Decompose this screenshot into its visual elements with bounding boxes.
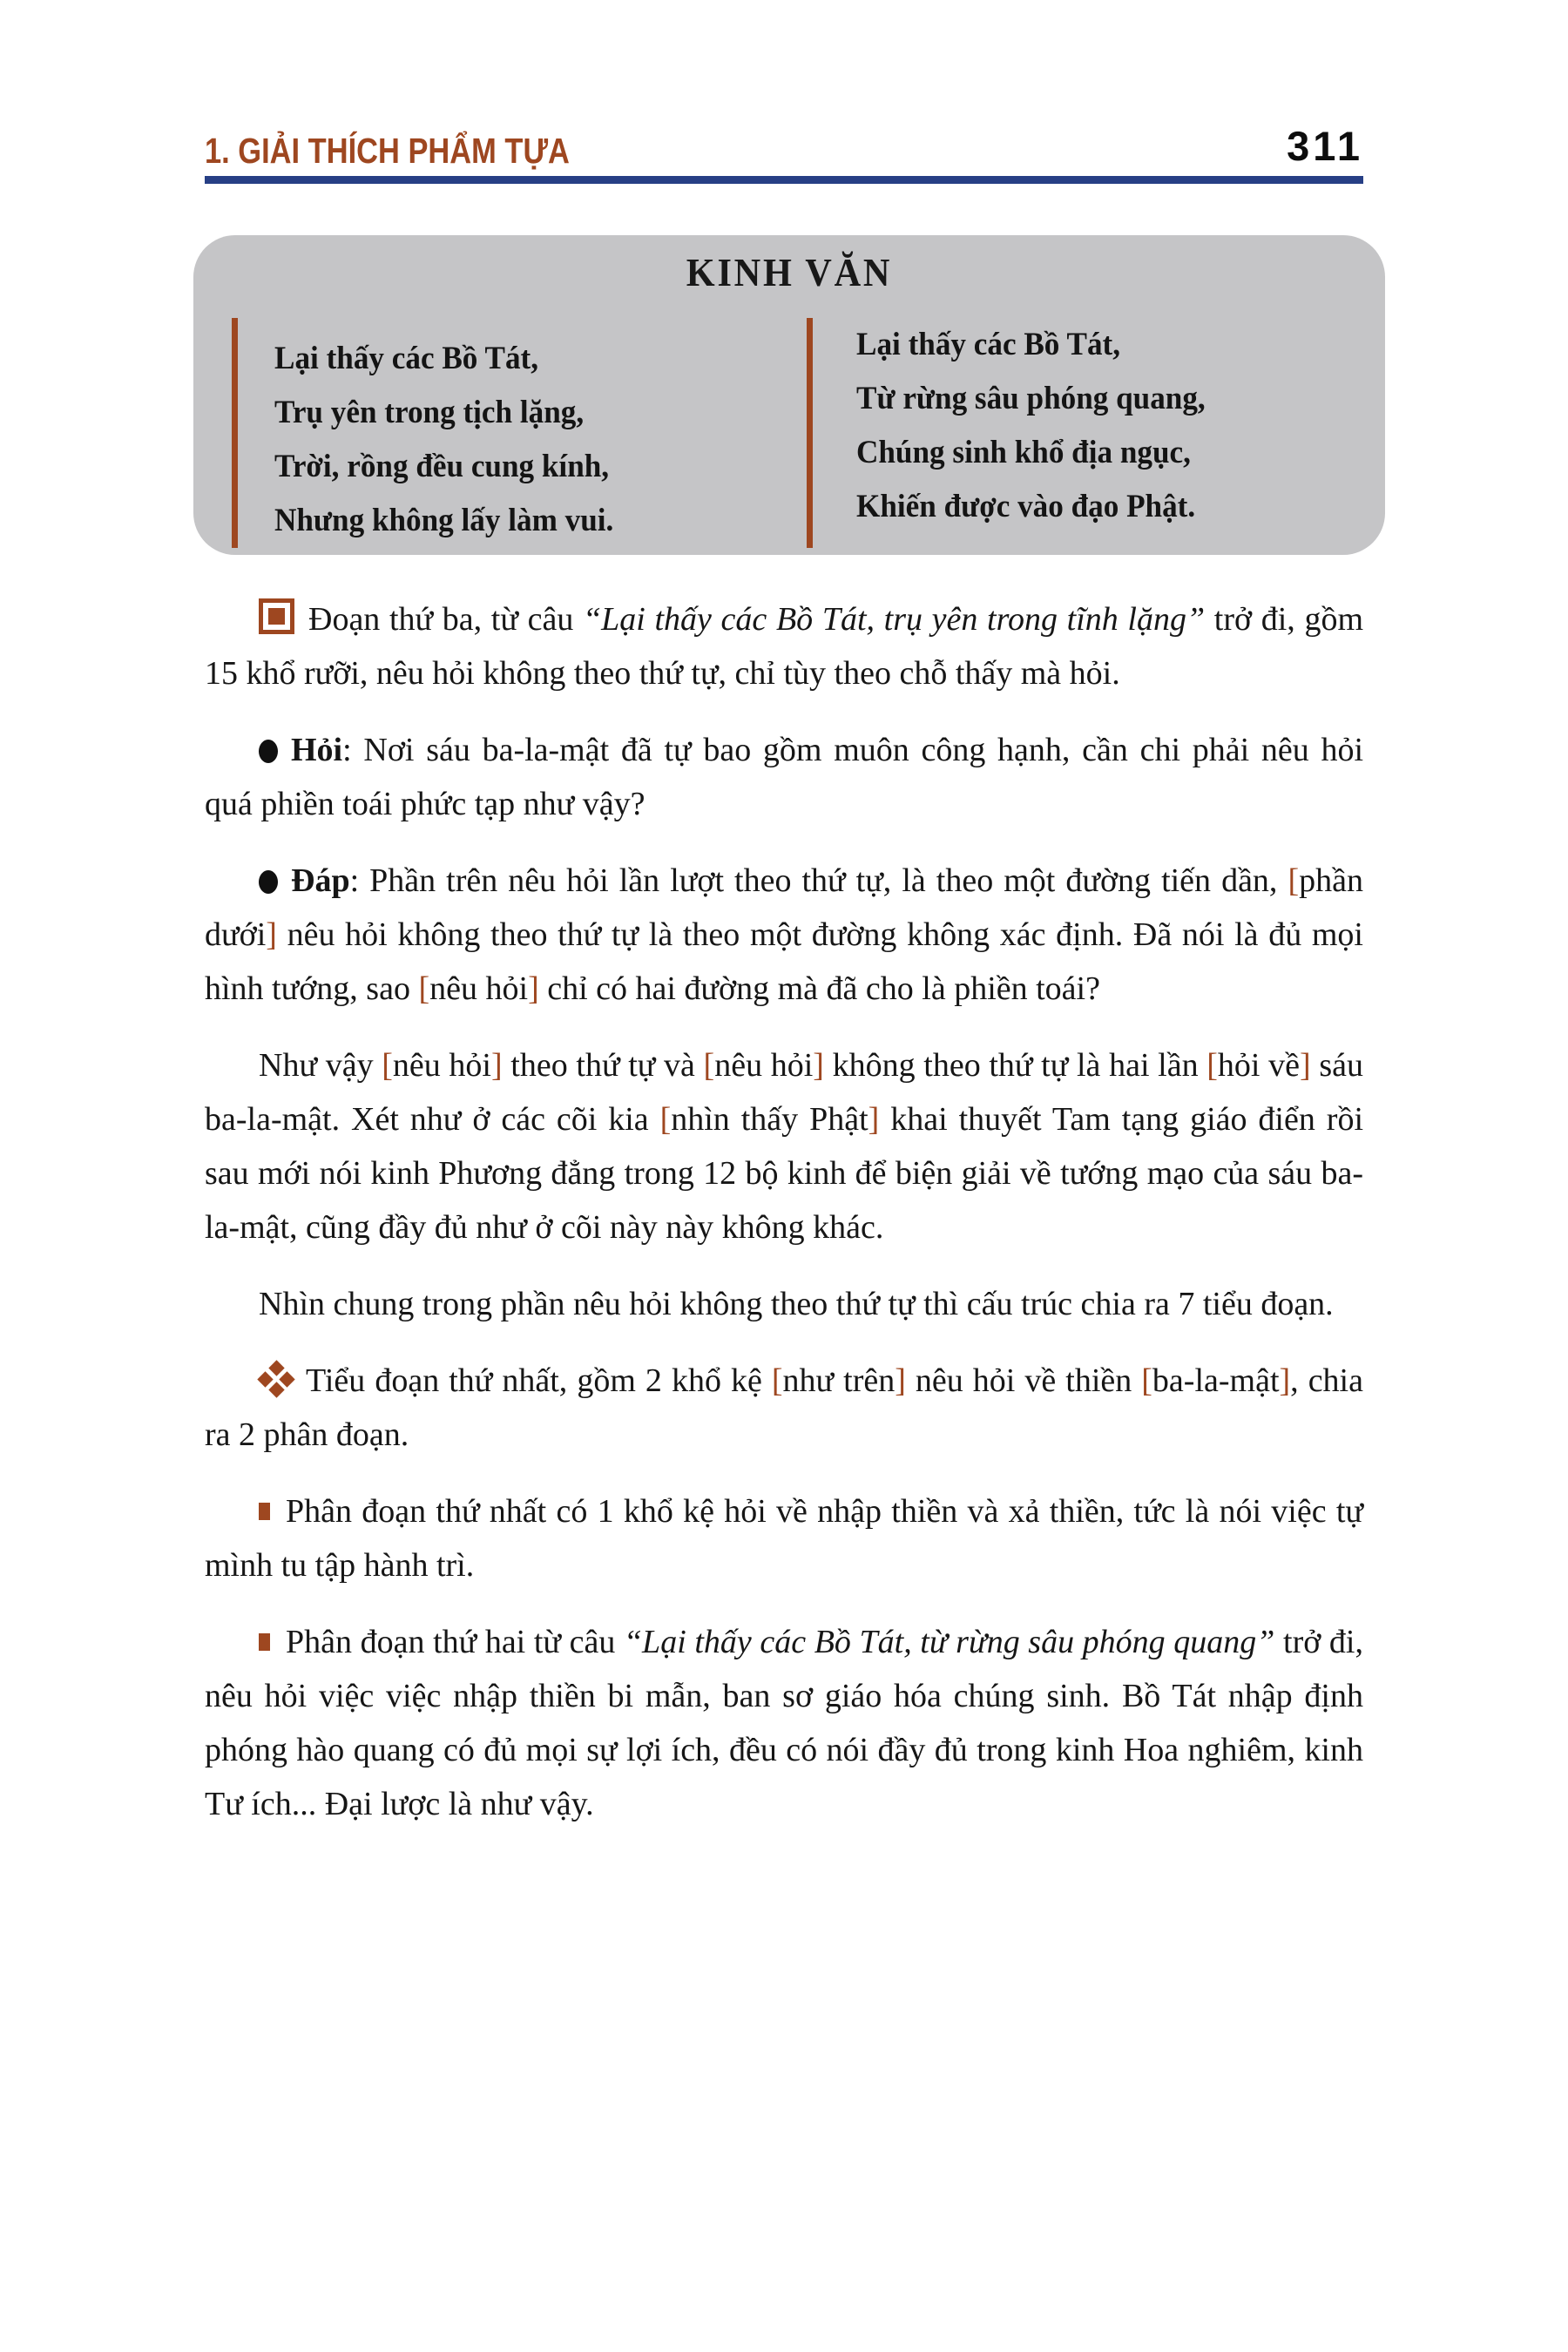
- dot-bullet-icon: [259, 870, 278, 894]
- dot-bullet-icon: [259, 740, 278, 763]
- bracketed-gloss: [nêu hỏi]: [703, 1047, 824, 1084]
- verse-line: Từ rừng sâu phóng quang,: [856, 381, 1206, 416]
- quoted-sutra-text: “Lại thấy các Bồ Tát, trụ yên trong tĩnh lặng”: [583, 601, 1206, 638]
- bracketed-gloss: [như trên]: [771, 1362, 906, 1399]
- verse-line: Lại thấy các Bồ Tát,: [274, 341, 539, 376]
- bracketed-gloss: [phần dưới]: [205, 862, 1363, 953]
- quoted-sutra-text: “Lại thấy các Bồ Tát, từ rừng sâu phóng quang”: [623, 1624, 1275, 1660]
- verse-line: Trời, rồng đều cung kính,: [274, 449, 610, 484]
- sutra-quote-box: [193, 235, 1385, 555]
- emphasized-label: Đáp: [291, 862, 350, 899]
- bracketed-gloss: [nêu hỏi]: [418, 970, 539, 1007]
- verse-line: Chúng sinh khổ địa ngục,: [856, 435, 1191, 470]
- verse-column-left: [232, 318, 807, 548]
- verse-line: Trụ yên trong tịch lặng,: [274, 395, 585, 430]
- bracketed-gloss: [hỏi về]: [1206, 1047, 1311, 1084]
- para-nhu-vay: Như vậy [nêu hỏi] theo thứ tự và [nêu hỏi] không theo thứ tự là hai lần [hỏi về] sáu ba-la-mật. Xét như ở các cõi kia [nhìn thấy Phật] khai thuyết Tam tạng giáo điển rồi sau mới nói kinh Phương đẳng trong 12 bộ kinh để biện giải về tướng mạo của sáu ba-la-mật, cũng đầy đủ như ở cõi này này không khác.: [205, 1047, 1363, 1246]
- bracketed-gloss: [nhìn thấy Phật]: [659, 1101, 880, 1138]
- para-doan-thu-ba: Đoạn thứ ba, từ câu “Lại thấy các Bồ Tát, trụ yên trong tĩnh lặng” trở đi, gồm 15 khổ rưỡi, nêu hỏi không theo thứ tự, chỉ tùy theo chỗ thấy mà hỏi.: [205, 592, 1363, 700]
- square-in-square-icon: [259, 598, 294, 634]
- para-tieu-doan-thu-nhat: Tiểu đoạn thứ nhất, gồm 2 khổ kệ [như trên] nêu hỏi về thiền [ba-la-mật], chia ra 2 phân đoạn.: [205, 1354, 1363, 1462]
- sutra-box-title: KINH VĂN: [686, 250, 893, 294]
- para-phan-doan-thu-hai: Phân đoạn thứ hai từ câu “Lại thấy các Bồ Tát, từ rừng sâu phóng quang” trở đi, nêu hỏi việc việc nhập thiền bi mẫn, ban sơ giáo hóa chúng sinh. Bồ Tát nhập định phóng hào quang có đủ mọi sự lợi ích, đều có nói đầy đủ trong kinh Hoa nghiêm, kinh Tư ích... Đại lược là như vậy.: [205, 1624, 1363, 1822]
- para-phan-doan-thu-nhat: Phân đoạn thứ nhất có 1 khổ kệ hỏi về nhập thiền và xả thiền, tức là nói việc tự mình tu tập hành trì.: [205, 1493, 1363, 1584]
- para-nhin-chung: Nhìn chung trong phần nêu hỏi không theo thứ tự thì cấu trúc chia ra 7 tiểu đoạn.: [259, 1286, 1334, 1322]
- emphasized-label: Hỏi: [291, 732, 343, 768]
- verse-column-right: [807, 318, 1385, 548]
- verse-columns: [193, 318, 1385, 548]
- page-number: 311: [1287, 123, 1363, 169]
- verse-line: Nhưng không lấy làm vui.: [274, 503, 614, 538]
- diamond-cluster-icon: [259, 1362, 294, 1396]
- verse-line: Lại thấy các Bồ Tát,: [856, 327, 1121, 362]
- header-divider-rule: [205, 176, 1363, 184]
- running-head-section-title: 1. GIẢI THÍCH PHẨM TỰA: [205, 131, 570, 171]
- small-square-bullet-icon: [259, 1633, 270, 1651]
- small-square-bullet-icon: [259, 1503, 270, 1520]
- para-dap: Đáp: Phần trên nêu hỏi lần lượt theo thứ tự, là theo một đường tiến dần, [phần dưới] nêu hỏi không theo thứ tự là theo một đường không xác định. Đã nói là đủ mọi hình tướng, sao [nêu hỏi] chỉ có hai đường mà đã cho là phiền toái?: [205, 862, 1363, 1007]
- bracketed-gloss: [ba-la-mật]: [1141, 1362, 1291, 1399]
- verse-line: Khiến được vào đạo Phật.: [856, 489, 1196, 524]
- para-hoi: Hỏi: Nơi sáu ba-la-mật đã tự bao gồm muôn công hạnh, cần chi phải nêu hỏi quá phiền toái phức tạp như vậy?: [205, 732, 1363, 822]
- commentary-body: [205, 592, 1363, 1831]
- bracketed-gloss: [nêu hỏi]: [382, 1047, 503, 1084]
